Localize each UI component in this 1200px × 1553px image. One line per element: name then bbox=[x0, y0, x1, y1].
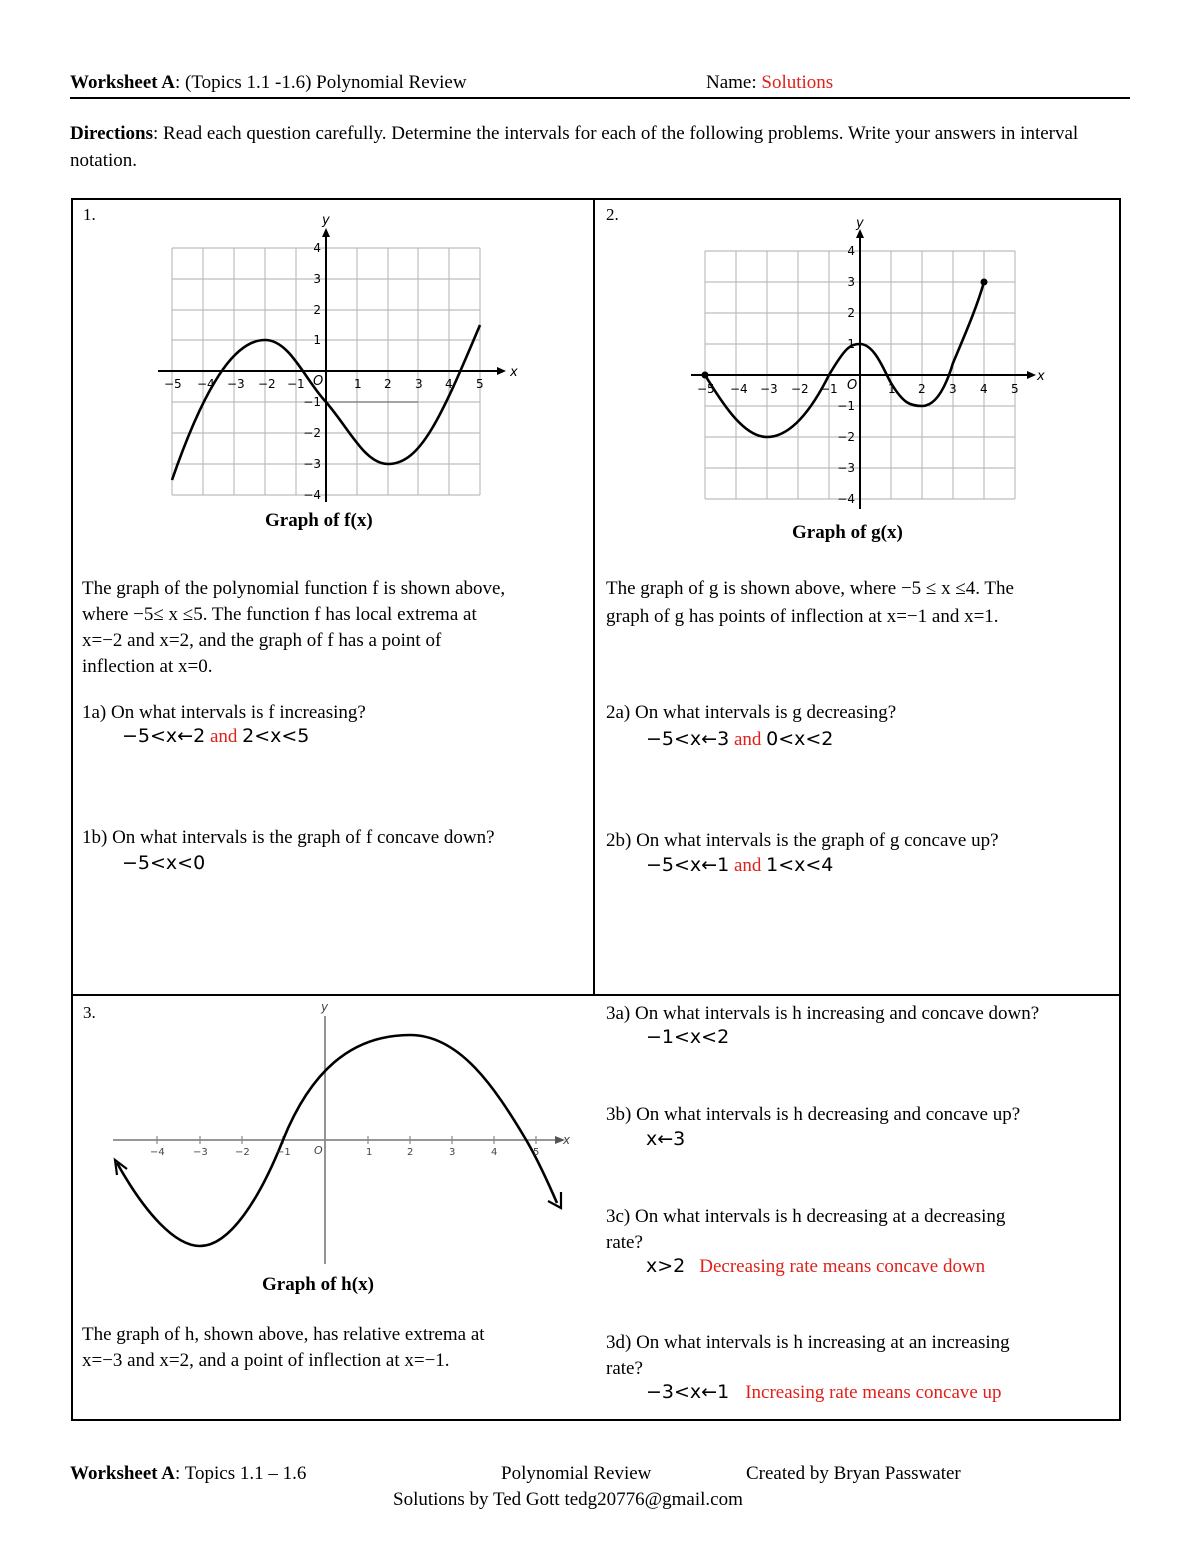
problem1-graph bbox=[150, 210, 520, 540]
question-2b: 2b) On what intervals is the graph of g concave up? bbox=[606, 830, 999, 851]
prompt-line: x=−2 and x=2, and the graph of f has a point of bbox=[82, 630, 442, 651]
answer-1a bbox=[122, 725, 309, 748]
x-tick: −4 bbox=[730, 382, 748, 396]
answer-part: 1<x<4 bbox=[766, 854, 834, 876]
question-line: 3c) On what intervals is h decreasing at a decreasing bbox=[606, 1206, 1006, 1227]
footer-created: Created by Bryan Passwater bbox=[746, 1463, 961, 1484]
answer-1b: −5<x<0 bbox=[122, 852, 206, 874]
x-tick: −3 bbox=[193, 1147, 208, 1158]
prompt-line: The graph of g is shown above, where −5 ≤ x ≤4. The bbox=[606, 578, 1014, 599]
problem2-graph bbox=[685, 213, 1055, 523]
x-tick: −5 bbox=[697, 382, 715, 396]
y-tick: 3 bbox=[847, 275, 855, 289]
x-tick: 2 bbox=[407, 1147, 414, 1158]
prompt-line: graph of g has points of inflection at x=−1 and x=1. bbox=[606, 606, 999, 627]
y-tick: 2 bbox=[847, 306, 855, 320]
problem1-caption: Graph of f(x) bbox=[265, 510, 373, 531]
origin-label: O bbox=[313, 374, 324, 389]
x-tick: −3 bbox=[760, 382, 778, 396]
question-3b: 3b) On what intervals is h decreasing and concave up? bbox=[606, 1104, 1021, 1125]
answer-note: Decreasing rate means concave down bbox=[699, 1256, 986, 1277]
prompt-line: The graph of h, shown above, has relative extrema at bbox=[82, 1324, 485, 1345]
y-tick: −3 bbox=[303, 457, 321, 471]
directions-text: : Read each question carefully. Determine the intervals for each of the following problems. Write your answers in interval notation. bbox=[70, 123, 1079, 171]
y-tick: −2 bbox=[837, 430, 855, 444]
x-tick: −4 bbox=[197, 377, 215, 391]
footer-worksheet bbox=[70, 1463, 306, 1485]
answer-part: −3<x←1 bbox=[646, 1381, 730, 1403]
answer-and: and bbox=[729, 729, 767, 750]
answer-2b bbox=[646, 854, 833, 877]
x-axis-label: x bbox=[563, 1133, 571, 1147]
x-tick: −3 bbox=[227, 377, 245, 391]
header-rule bbox=[70, 97, 1130, 99]
footer-topics: : Topics 1.1 – 1.6 bbox=[175, 1463, 307, 1484]
prompt-line: The graph of the polynomial function f is shown above, bbox=[82, 578, 506, 599]
x-tick: −4 bbox=[150, 1147, 165, 1158]
y-tick: 4 bbox=[847, 244, 855, 258]
problem2-caption: Graph of g(x) bbox=[792, 522, 903, 543]
y-axis-label: y bbox=[856, 216, 864, 231]
worksheet-title bbox=[70, 72, 467, 94]
worksheet-topics: : (Topics 1.1 -1.6) Polynomial Review bbox=[175, 72, 467, 93]
x-tick: −2 bbox=[791, 382, 809, 396]
x-tick: 5 bbox=[476, 377, 484, 391]
x-tick-labels bbox=[164, 377, 484, 391]
box-vertical-divider bbox=[593, 198, 595, 995]
question-3c bbox=[606, 1204, 1005, 1256]
problem3-caption: Graph of h(x) bbox=[262, 1274, 374, 1295]
y-tick: −1 bbox=[837, 399, 855, 413]
box-horizontal-divider bbox=[71, 994, 1119, 996]
footer-worksheet-label: Worksheet A bbox=[70, 1463, 176, 1484]
name-value: Solutions bbox=[761, 72, 834, 93]
name-label: Name: bbox=[706, 72, 762, 93]
y-tick: 1 bbox=[847, 337, 855, 351]
problem3-graph bbox=[105, 998, 580, 1273]
prompt-line: inflection at x=0. bbox=[82, 656, 213, 677]
answer-part: −5<x←3 bbox=[646, 728, 730, 750]
answer-part: x>2 bbox=[646, 1255, 686, 1277]
footer-solutions: Solutions by Ted Gott tedg20776@gmail.com bbox=[393, 1489, 743, 1510]
x-tick: 2 bbox=[918, 382, 926, 396]
answer-3d bbox=[646, 1381, 1002, 1404]
problem2-number: 2. bbox=[606, 205, 619, 224]
question-line: rate? bbox=[606, 1232, 643, 1253]
prompt-line: where −5≤ x ≤5. The function f has local extrema at bbox=[82, 604, 477, 625]
answer-2a bbox=[646, 728, 833, 751]
y-tick: 3 bbox=[313, 272, 321, 286]
y-tick: −2 bbox=[303, 426, 321, 440]
y-axis-arrow bbox=[322, 228, 330, 237]
question-1b: 1b) On what intervals is the graph of f concave down? bbox=[82, 827, 495, 848]
answer-and: and bbox=[729, 855, 767, 876]
g-end-point bbox=[981, 279, 988, 286]
x-axis-label: x bbox=[510, 365, 518, 380]
y-tick: 1 bbox=[313, 333, 321, 347]
y-tick: −3 bbox=[837, 461, 855, 475]
x-axis-arrow bbox=[1027, 371, 1036, 379]
y-tick: 2 bbox=[313, 303, 321, 317]
x-tick: 3 bbox=[449, 1147, 456, 1158]
x-tick-labels bbox=[150, 1147, 539, 1158]
axes bbox=[113, 1016, 557, 1264]
question-line: rate? bbox=[606, 1358, 643, 1379]
x-tick: −2 bbox=[258, 377, 276, 391]
problem2-prompt bbox=[606, 576, 1014, 630]
y-axis-label: y bbox=[322, 213, 330, 228]
x-tick: −1 bbox=[276, 1147, 291, 1158]
question-3a: 3a) On what intervals is h increasing and concave down? bbox=[606, 1003, 1040, 1024]
x-tick: −5 bbox=[164, 377, 182, 391]
x-tick: 1 bbox=[888, 382, 896, 396]
x-tick: 1 bbox=[366, 1147, 373, 1158]
x-axis-label: x bbox=[1037, 369, 1045, 384]
x-tick: 4 bbox=[491, 1147, 498, 1158]
question-2a: 2a) On what intervals is g decreasing? bbox=[606, 702, 897, 723]
origin-label: O bbox=[314, 1144, 323, 1157]
x-tick: −2 bbox=[235, 1147, 250, 1158]
x-tick: 3 bbox=[415, 377, 423, 391]
y-tick: 4 bbox=[313, 241, 321, 255]
answer-part: −5<x←2 bbox=[122, 725, 206, 747]
x-tick: 1 bbox=[354, 377, 362, 391]
problem3-prompt bbox=[82, 1322, 485, 1374]
x-tick: 4 bbox=[980, 382, 988, 396]
x-tick: 4 bbox=[445, 377, 453, 391]
y-axis-label: y bbox=[321, 1000, 329, 1014]
y-tick: −1 bbox=[303, 395, 321, 409]
g-start-point bbox=[702, 372, 709, 379]
y-tick: −4 bbox=[837, 492, 855, 506]
origin-label: O bbox=[847, 378, 858, 393]
problem1-prompt bbox=[82, 576, 505, 680]
y-tick: −4 bbox=[303, 488, 321, 502]
prompt-line: x=−3 and x=2, and a point of inflection at x=−1. bbox=[82, 1350, 450, 1371]
x-tick-labels bbox=[697, 382, 1019, 396]
question-3d bbox=[606, 1330, 1010, 1382]
question-line: 3d) On what intervals is h increasing at an increasing bbox=[606, 1332, 1010, 1353]
name-field bbox=[706, 72, 833, 94]
question-1a: 1a) On what intervals is f increasing? bbox=[82, 702, 366, 723]
problem3-number: 3. bbox=[83, 1003, 96, 1022]
footer-title: Polynomial Review bbox=[501, 1463, 652, 1484]
x-tick: 3 bbox=[949, 382, 957, 396]
answer-3a: −1<x<2 bbox=[646, 1026, 730, 1048]
answer-3b: x←3 bbox=[646, 1128, 686, 1150]
g-curve bbox=[705, 282, 984, 437]
directions bbox=[70, 120, 1120, 174]
x-tick: −1 bbox=[820, 382, 838, 396]
directions-label: Directions bbox=[70, 123, 154, 144]
x-tick: −1 bbox=[287, 377, 305, 391]
answer-part: 0<x<2 bbox=[766, 728, 834, 750]
answer-and: and bbox=[205, 726, 243, 747]
worksheet-label: Worksheet A bbox=[70, 72, 176, 93]
x-axis-arrow bbox=[497, 367, 506, 375]
x-tick: 5 bbox=[1011, 382, 1019, 396]
x-tick: 5 bbox=[533, 1147, 540, 1158]
answer-note: Increasing rate means concave up bbox=[745, 1382, 1002, 1403]
problem1-number: 1. bbox=[83, 205, 96, 224]
answer-part: 2<x<5 bbox=[242, 725, 310, 747]
x-tick: 2 bbox=[384, 377, 392, 391]
answer-3c bbox=[646, 1255, 985, 1278]
answer-part: −5<x←1 bbox=[646, 854, 730, 876]
